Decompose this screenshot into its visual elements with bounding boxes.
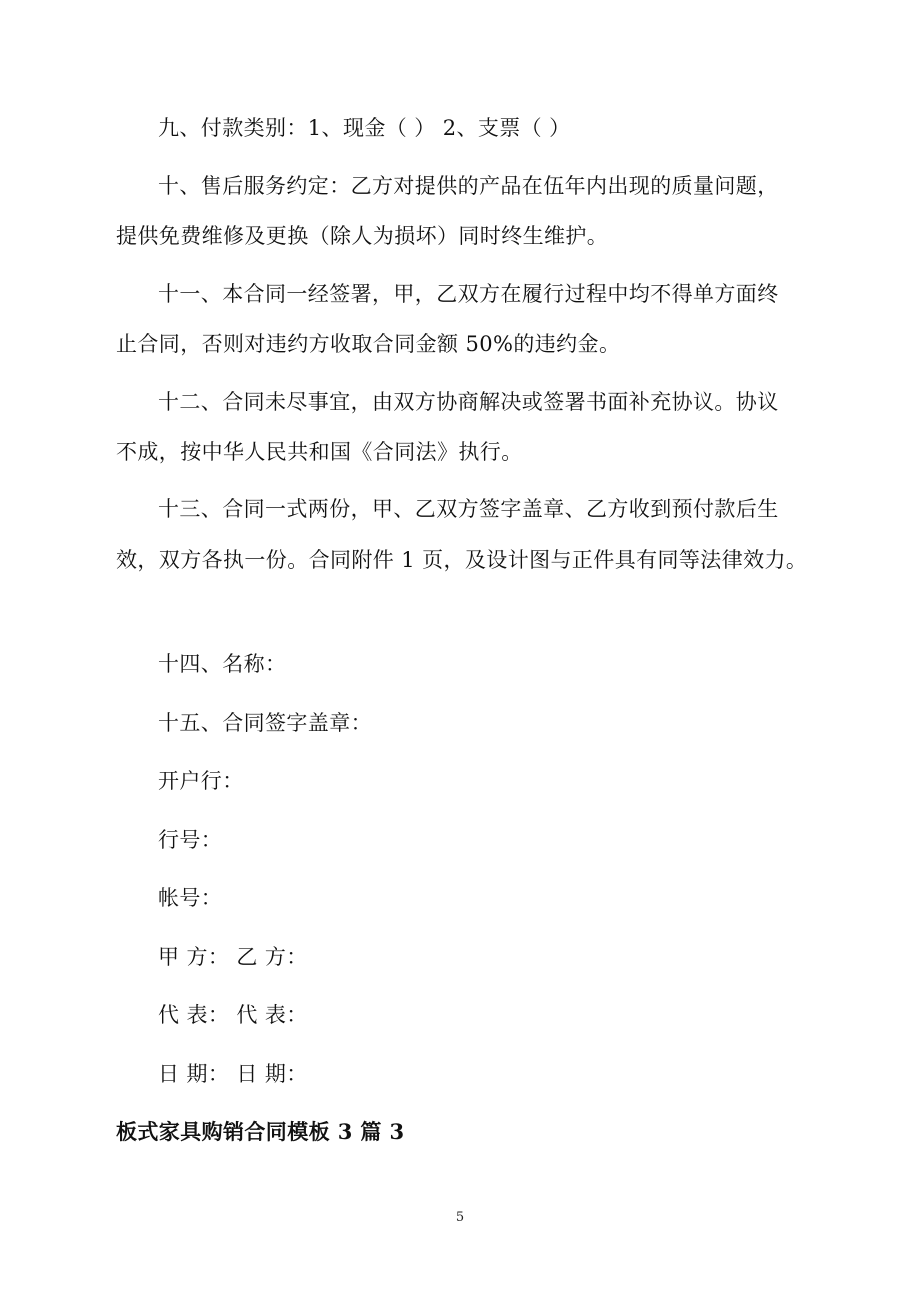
clause-10-line-1: 十、售后服务约定：乙方对提供的产品在伍年内出现的质量问题， — [158, 174, 779, 198]
clause-11-line-2: 止合同，否则对违约方收取合同金额 50%的违约金。 — [116, 332, 621, 356]
clause-13-line-2: 效，双方各执一份。合同附件 1 页，及设计图与正件具有同等法律效力。 — [116, 548, 808, 572]
field-name: 十四、名称： — [158, 652, 287, 676]
field-bank: 开户行： — [158, 769, 244, 793]
clause-13-line-1: 十三、合同一式两份，甲、乙双方签字盖章、乙方收到预付款后生 — [158, 497, 779, 521]
next-section-title: 板式家具购销合同模板 3 篇 3 — [116, 1119, 405, 1144]
field-account-number: 帐号： — [158, 886, 223, 910]
clause-12-line-1: 十二、合同未尽事宜，由双方协商解决或签署书面补充协议。协议 — [158, 390, 779, 414]
field-representatives: 代 表： 代 表： — [158, 1003, 308, 1027]
page-number: 5 — [455, 1210, 465, 1225]
clause-10-line-2: 提供免费维修及更换（除人为损坏）同时终生维护。 — [116, 224, 609, 248]
clause-9-line-1: 九、付款类别：1、现金（ ） 2、支票（ ） — [158, 116, 571, 140]
field-signature-seal: 十五、合同签字盖章： — [158, 711, 372, 735]
field-dates: 日 期： 日 期： — [158, 1062, 308, 1086]
field-bank-code: 行号： — [158, 828, 223, 852]
clause-11-line-1: 十一、本合同一经签署，甲，乙双方在履行过程中均不得单方面终 — [158, 282, 779, 306]
field-parties: 甲 方： 乙 方： — [158, 945, 308, 969]
clause-12-line-2: 不成，按中华人民共和国《合同法》执行。 — [116, 440, 523, 464]
